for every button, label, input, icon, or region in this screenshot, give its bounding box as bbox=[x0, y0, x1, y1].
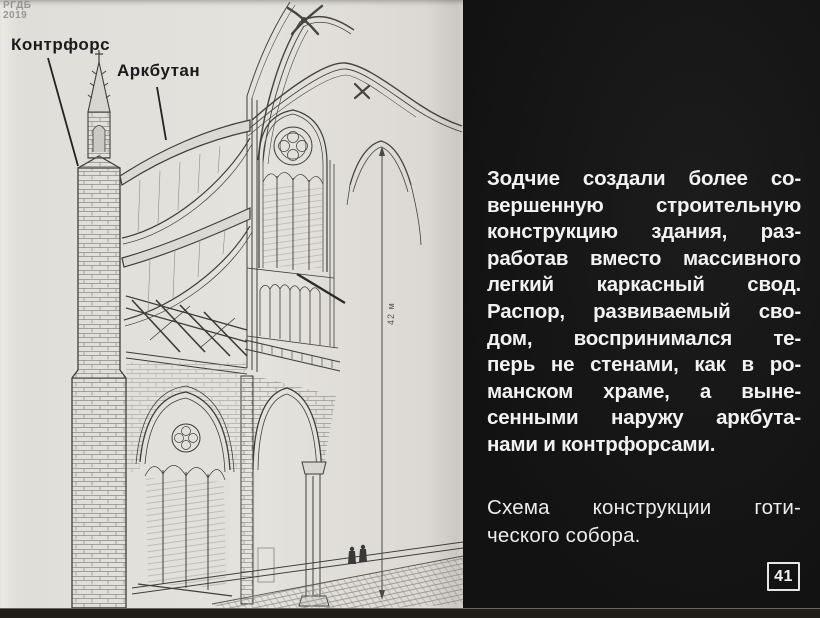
text-line: конструкцию здания, раз- bbox=[487, 220, 801, 244]
text-line: вершенную строительную bbox=[487, 193, 801, 217]
aisle-window bbox=[126, 362, 247, 596]
text-line: легкий каркасный свод. bbox=[487, 273, 801, 297]
text-line: манском храме, а выне- bbox=[487, 379, 801, 403]
main-text bbox=[487, 166, 801, 459]
caption-text bbox=[487, 494, 801, 549]
cornice-band bbox=[245, 340, 340, 371]
text-line: дом, воспринимался те- bbox=[487, 326, 801, 350]
text-line: работав вместо массивного bbox=[487, 246, 801, 270]
text-line: перь не стенами, как в ро- bbox=[487, 353, 801, 377]
buttress-pier bbox=[72, 50, 126, 608]
dimension-line bbox=[379, 146, 385, 600]
text-panel bbox=[463, 0, 820, 618]
frame-number-badge: 41 bbox=[767, 562, 800, 591]
film-edge-band bbox=[0, 608, 820, 618]
caption-line: Схема конструкции готи- bbox=[487, 496, 801, 519]
watermark-line: РГДБ bbox=[3, 0, 32, 11]
text-line: сенными наружу аркбута- bbox=[487, 406, 801, 430]
human-figures bbox=[348, 545, 367, 564]
label-buttress: Контрфорс bbox=[11, 35, 111, 54]
watermark-line: 2019 bbox=[3, 10, 28, 21]
dimension-label: 42 м bbox=[386, 302, 396, 325]
library-watermark bbox=[3, 1, 31, 21]
caption-line: ческого собора. bbox=[487, 523, 641, 547]
clerestory-window bbox=[259, 110, 327, 272]
label-flying-buttress: Аркбутан bbox=[117, 61, 201, 80]
text-line: нами и контрфорсами. bbox=[487, 432, 716, 456]
triforium bbox=[247, 268, 338, 348]
tie-rod bbox=[297, 274, 345, 303]
text-line: Распор, развиваемый сво- bbox=[487, 299, 801, 323]
text-line: Зодчие создали более со- bbox=[487, 167, 801, 190]
